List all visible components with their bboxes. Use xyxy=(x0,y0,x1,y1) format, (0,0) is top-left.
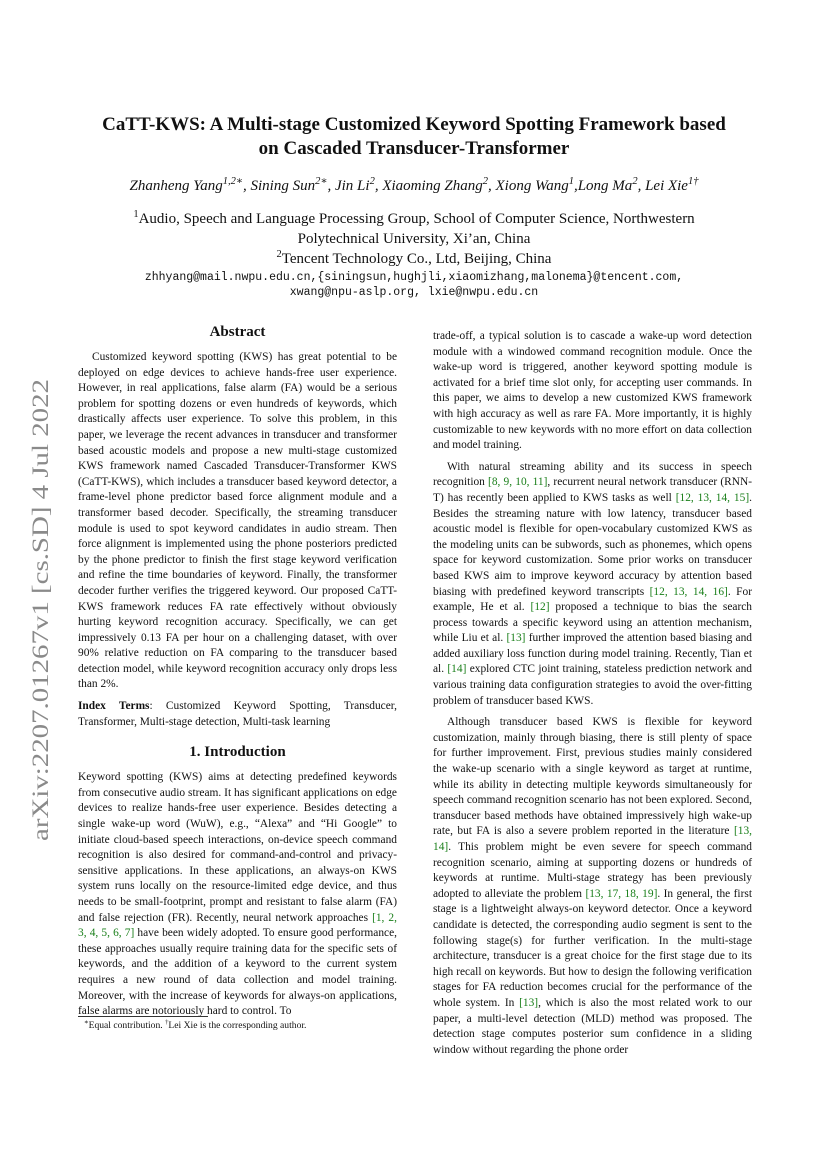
author-name: Jin Li xyxy=(334,178,370,194)
body-text: . Besides the streaming nature with low latency, transducer based acoustic model is flexible for open-vocabulary customized KWS as the modeling units can be subwords, such as phonemes, which opens space for keyword customization. Some prior works on transducer based KWS aim to improve keyword accuracy by attention based biasing with predefined keyword transcripts xyxy=(433,491,752,598)
body-text: further improved the attention based biasing and added auxiliary loss function during model training. Recently, Tian et al. xyxy=(433,632,752,676)
author-affil-mark: 2 xyxy=(632,176,638,187)
affiliation-mark: 2 xyxy=(276,249,282,260)
body-text: . In general, the first stage is a lightweight always-on keyword detector. Once a keyword candidate is detected, the corresponding audio segment is sent to the following stage(s) for further verification. In the multi-stage architecture, transducer is a great choice for the first stage due to its high recall on keywords. But how to design the following verification stages for FA reduction becomes crucial for the performance of the whole system. In xyxy=(433,887,752,1009)
author-separator: , xyxy=(488,178,496,194)
left-column xyxy=(78,322,397,1020)
title-line-2: on Cascaded Transducer-Transformer xyxy=(258,138,570,159)
email-line-2: xwang@npu-aslp.org, lxie@nwpu.edu.cn xyxy=(289,286,539,299)
body-text: Keyword spotting (KWS) aims at detecting predefined keywords from consecutive audio stream. It has significant applications on edge devices to realize hands-free user experience. Besides detecting a single wake-up word (WuW), e.g., “Alexa” and “Hi Google” to initiate cloud-based speech interactions, on-device speech command recognition is also desired for command-and-control and privacy-sensitive applications. In these applications, an always-on KWS system runs locally on the resource-limited edge device, and thus needs to be small-footprint, prompt and resistant to false alarm (FA) and false rejection (FR). Recently, neural network approaches xyxy=(78,771,397,924)
author-name: Long Ma xyxy=(577,178,633,194)
body-text: Although transducer based KWS is flexible for keyword customization, mainly through biasing, there is still plenty of space for further improvement. First, previous studies mainly considered the wake-up scenario with a single keyword as target at runtime, while its ability in detecting multiple keywords simultaneously for speech command recognition scenario has not been explored. Second, transducer based methods have obtained impressively high wake-up rate, but FA is also a severe problem reported in the literature xyxy=(433,716,752,838)
index-terms-text: : Customized Keyword Spotting, Transducer, Transformer, Multi-stage detection, Multi-task learning xyxy=(78,700,397,728)
author-name: Xiaoming Zhang xyxy=(382,178,483,194)
author-separator: , xyxy=(243,178,251,194)
citation-link[interactable]: [12] xyxy=(530,601,550,614)
author-affil-mark: 1 xyxy=(568,176,574,187)
arxiv-stamp-text: arXiv:2207.01267v1 [cs.SD] 4 Jul 2022 xyxy=(28,473,53,841)
body-text: have been widely adopted. To ensure good performance, these approaches usually require training data for the specific sets of keywords, and the addition of a keyword to the current system requires a new round of data collection and model training. Moreover, with the increase of keywords for always-on applications, false alarms are notoriously hard to control. To xyxy=(78,927,397,1018)
email-line-1: zhhyang@mail.nwpu.edu.cn,{siningsun,hughjli,xiaomizhang,malonema}@tencent.com, xyxy=(144,271,684,284)
citation-link[interactable]: [13, 14] xyxy=(433,825,752,853)
body-text: With natural streaming ability and its success in speech recognition xyxy=(433,460,752,489)
author-name: Xiong Wang xyxy=(495,178,569,194)
intro-paragraph-2: trade-off, a typical solution is to cascade a wake-up word detection module with a windowed command recognition module. Once the wake-up word is triggered, another keyword spotting module is activated for a brief time slot only, for accepting user commands. In this paper, we aims to develop a new customized KWS framework with high accuracy as well as rare FA. More importantly, it is highly customizable to new keywords with no more effort on data collection and model training. xyxy=(433,330,752,452)
intro-paragraph-3 xyxy=(433,460,752,710)
title-line-1: CaTT-KWS: A Multi-stage Customized Keyword Spotting Framework based xyxy=(102,114,726,135)
citation-link[interactable]: [14] xyxy=(447,663,467,676)
author-name: Lei Xie xyxy=(645,178,688,194)
author-separator: , xyxy=(327,178,335,194)
citation-link[interactable]: [13, 17, 18, 19] xyxy=(585,887,658,900)
body-text: , recurrent neural network transducer (RNN-T) has recently been applied to KWS tasks as well xyxy=(433,476,753,504)
author-affil-mark: 1† xyxy=(687,176,699,187)
index-terms-label: Index Terms xyxy=(78,700,150,713)
footnote-mark: † xyxy=(165,1018,169,1026)
citation-link[interactable]: [8, 9, 10, 11] xyxy=(488,476,548,489)
citation-link[interactable]: [13] xyxy=(519,996,539,1009)
section-heading-introduction: 1. Introduction xyxy=(189,744,286,761)
affiliation-text: Tencent Technology Co., Ltd, Beijing, China xyxy=(281,251,552,267)
arxiv-side-stamp xyxy=(14,375,62,845)
author-affil-mark: 2 xyxy=(482,176,489,187)
footnote-text: Lei Xie is the corresponding author. xyxy=(168,1020,307,1031)
footnote xyxy=(84,1020,404,1032)
author-name: Zhanheng Yang xyxy=(129,178,223,194)
body-text: . For example, He et al. xyxy=(433,585,752,614)
abstract-heading: Abstract xyxy=(209,324,266,340)
author-separator: , xyxy=(374,178,383,194)
author-affil-mark: 1,2∗ xyxy=(222,176,243,187)
author-separator: , xyxy=(637,178,646,194)
author-emails xyxy=(60,270,768,300)
footnote-text: Equal contribution. xyxy=(88,1020,166,1031)
intro-paragraph-4 xyxy=(433,715,752,1058)
author-separator: , xyxy=(573,178,578,194)
author-affil-mark: 2∗ xyxy=(315,176,328,187)
affiliations xyxy=(80,209,748,269)
affiliation-1-line-1 xyxy=(80,209,748,229)
body-text: proposed a technique to bias the search process towards a specific keyword using an attention mechanism, while Liu et al. xyxy=(433,601,752,645)
author-name: Sining Sun xyxy=(250,178,316,194)
affiliation-text: Audio, Speech and Language Processing Group, School of Computer Science, Northwestern xyxy=(138,211,695,227)
author-list xyxy=(60,176,768,196)
citation-link[interactable]: [1, 2, 3, 4, 5, 6, 7] xyxy=(78,911,397,940)
intro-paragraph-1 xyxy=(78,770,397,1020)
abstract-body: Customized keyword spotting (KWS) has great potential to be deployed on edge devices to achieve hands-free user experience. However, in real applications, false alarm (FA) would be a serious problem for spotting dozens or even hundreds of keywords, which drastically affects user experience. To solve this problem, in this paper, we leverage the recent advances in transducer and transformer based acoustic models and propose a new multi-stage customized KWS framework named Cascaded Transducer-Transformer KWS (CaTT-KWS), which includes a transducer based keyword detector, a frame-level phone predictor based force alignment module and a transformer based decoder. Specifically, the streaming transducer module is used to spot keyword candidates in audio stream. Then force alignment is implemented using the phone posteriors predicted by the phone predictor to finish the first stage keyword verification and refine the time boundaries of keyword. Finally, the transformer decoder further verifies the triggered keyword. Our proposed CaTT-KWS framework reduces FA rate effectively without obviously hurting keyword recognition accuracy. Specifically, we can get impressively 0.13 FA per hour on a challenging dataset, with over 90% relative reduction on FA comparing to the transducer based detection model, while keyword recognition accuracy only drops less than 2%. xyxy=(78,351,397,691)
citation-link[interactable]: [12, 13, 14, 15] xyxy=(675,491,750,504)
body-text: explored CTC joint training, stateless prediction network and various training data configuration strategies to avoid the over-fitting problem of transducer based KWS. xyxy=(433,663,752,707)
body-text: . This problem might be even severe for speech command recognition scenario, aiming at supporting dozens or hundreds of keywords at runtime. Multi-stage strategy has been previously adopted to alleviate the problem xyxy=(433,841,752,900)
right-column xyxy=(433,329,752,1058)
citation-link[interactable]: [13] xyxy=(506,632,526,645)
affiliation-1-line-2: Polytechnical University, Xi’an, China xyxy=(297,231,531,247)
footnote-mark: ∗ xyxy=(84,1018,89,1026)
affiliation-2 xyxy=(80,249,748,269)
author-affil-mark: 2 xyxy=(369,176,375,187)
citation-link[interactable]: [12, 13, 14, 16] xyxy=(649,585,728,598)
footnote-divider xyxy=(78,1016,208,1017)
paper-title xyxy=(80,113,748,161)
body-text: , which is also the most related work to our paper, a multi-level detection (MLD) method was proposed. The detection stage computes posterior sum confidence in a sliding window without regarding the phone order xyxy=(433,996,752,1056)
affiliation-mark: 1 xyxy=(133,209,139,220)
index-terms xyxy=(78,699,397,730)
